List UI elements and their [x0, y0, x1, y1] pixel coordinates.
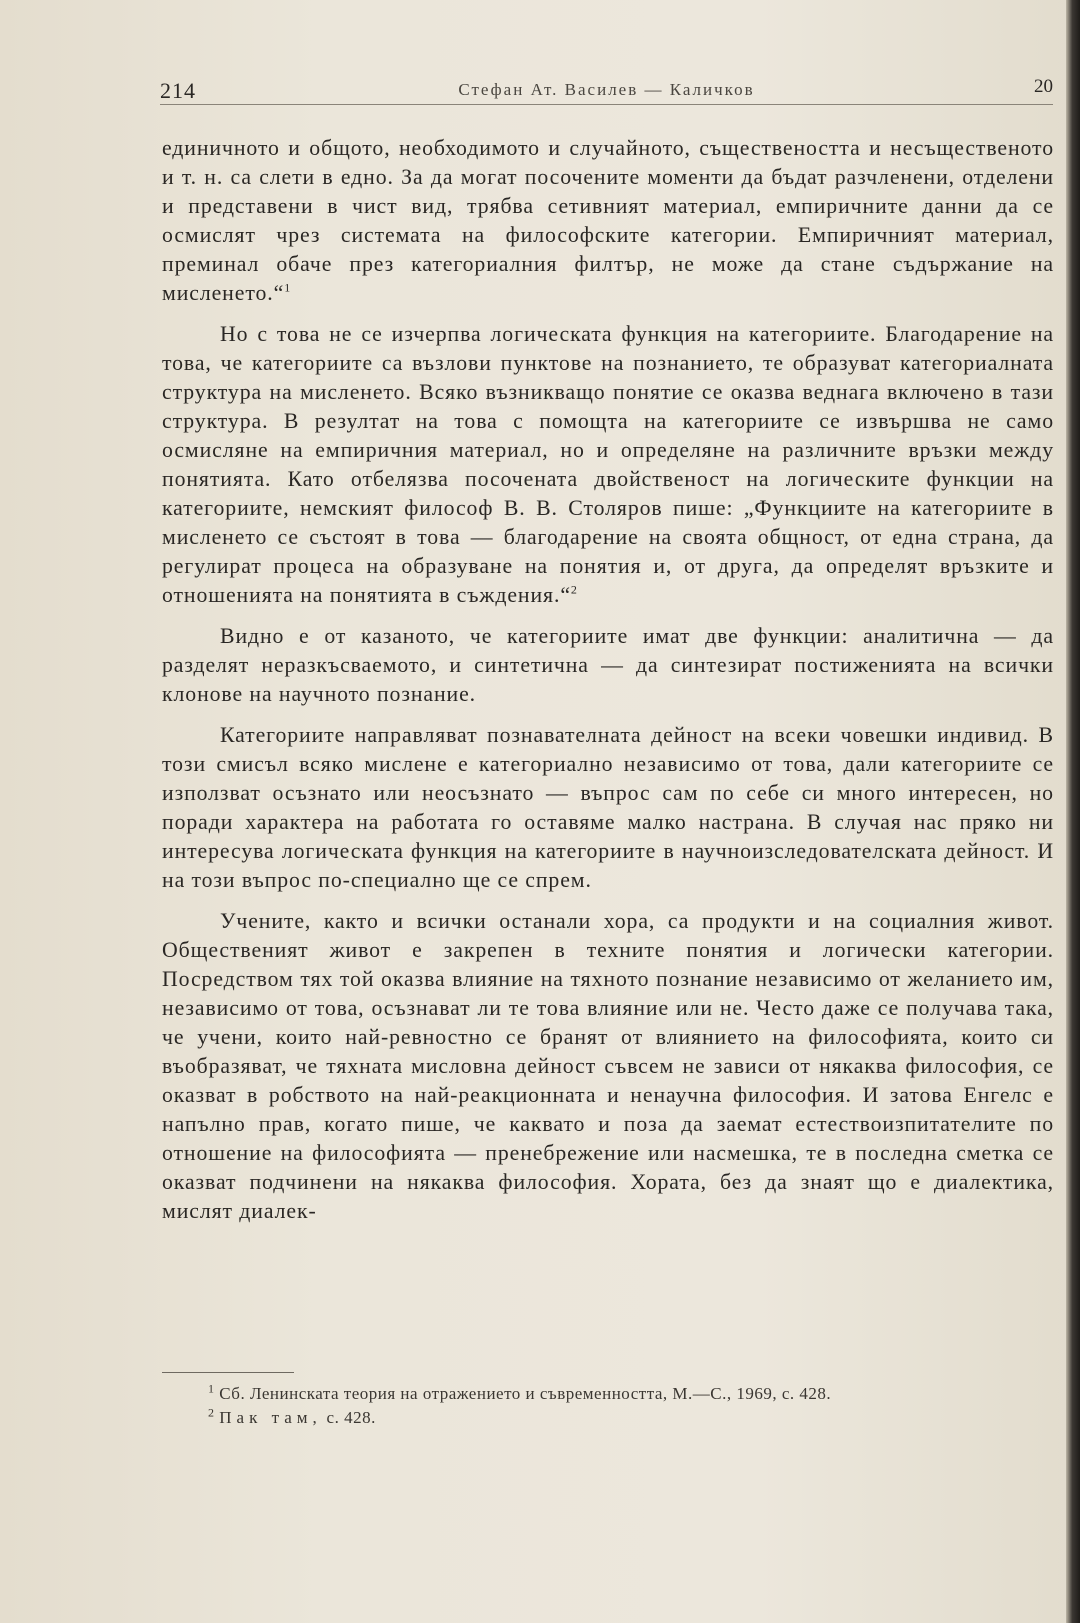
page-edge-shadow: [1066, 0, 1080, 1623]
footnote-1-mark: 1: [208, 1381, 215, 1396]
paragraph-1: [162, 134, 1054, 308]
paragraph-4-text: Категориите направляват познавателната дейност на всеки човешки индивид. В този смисъл всяко мислене е категориално независимо от това, дали категориите се използват осъзнато или неосъзнато — въпрос сам по себе си много интересен, но поради характера на работата го оставяме малко настрана. В случая нас пряко ни интересува логическата функция на категориите в научноизследователската дейност. И на този въпрос по-специално ще се спрем.: [162, 723, 1054, 892]
footnote-2-text: с. 428.: [326, 1408, 376, 1427]
footnote-divider: [162, 1372, 294, 1373]
right-page-number: 20: [1034, 76, 1053, 97]
footnote-1: [162, 1382, 1054, 1406]
footnote-1-text: Сб. Ленинската теория на отражението и съвременността, М.—С., 1969, с. 428.: [219, 1384, 832, 1403]
page-number: 214: [160, 78, 196, 103]
main-text: [162, 134, 1054, 1238]
running-head: Стефан Ат. Василев — Каличков: [458, 80, 755, 99]
footnote-ref-1: 1: [284, 280, 292, 295]
paragraph-2-text: Но с това не се изчерпва логическата функция на категориите. Благодарение на това, че категориите са възлови пунктове на познанието, те образуват категориалната структура на мисленето. Всяко възникващо понятие се оказва веднага включено в тази структура. В резултат на това с помощта на категориите се извършва не само осмисляне на емпиричния материал, но и определяне на различните връзки между понятията. Като отбелязва посочената двойственост на логическите функции на категориите, немският философ В. В. Столяров пише: „Функциите на категориите в мисленето се състоят в това — благодарение на своята общност, от една страна, да регулират процеса на образуване на понятия и, от друга, да определят връзките и отношенията на понятията в съждения.“: [162, 322, 1054, 607]
footnote-2-mark: 2: [208, 1405, 215, 1420]
footnote-2: [162, 1406, 1054, 1430]
footnote-2-lead: Пак там,: [219, 1408, 322, 1427]
paragraph-5-text: Учените, както и всички останали хора, са продукти и на социалния живот. Общественият живот е закрепен в техните понятия и логически категории. Посредством тях той оказва влияние на тяхното познание независимо от желанието им, независимо от това, осъзнават ли те това влияние или не. Често даже се получава така, че учени, които най-ревностно се бранят от влиянието на философията, които си въобразяват, че тяхната мисловна дейност съвсем не зависи от някаква философия, се оказват в робството на най-реакционната и ненаучна философия. И затова Енгелс е напълно прав, когато пише, че каквато и поза да заемат естествоизпитателите по отношение на философията — пренебрежение или насмешка, те в последна сметка се оказват подчинени на някаква философия. Хората, без да знаят що е диалектика, мислят диалек-: [162, 909, 1054, 1223]
paragraph-2: [162, 320, 1054, 610]
footnote-ref-2: 2: [570, 582, 578, 597]
paragraph-3-text: Видно е от казаното, че категориите имат две функции: аналитична — да разделят неразкъсваемото, и синтетична — да синтезират постиженията на всички клонове на научното познание.: [162, 624, 1054, 706]
paragraph-5: [162, 907, 1054, 1226]
page-header: [160, 72, 1053, 105]
footnotes: [162, 1382, 1054, 1430]
paragraph-1-text: единичното и общото, необходимото и случайното, съществеността и несъщественото и т. н. са слети в едно. За да могат посочените моменти да бъдат разчленени, отделени и представени в чист вид, трябва сетивният материал, емпиричните данни да се осмислят чрез системата на философските категории. Емпиричният материал, преминал обаче през категориалния филтър, не може да стане съдържание на мисленето.“: [162, 136, 1054, 305]
paragraph-4: [162, 721, 1054, 895]
paragraph-3: [162, 622, 1054, 709]
